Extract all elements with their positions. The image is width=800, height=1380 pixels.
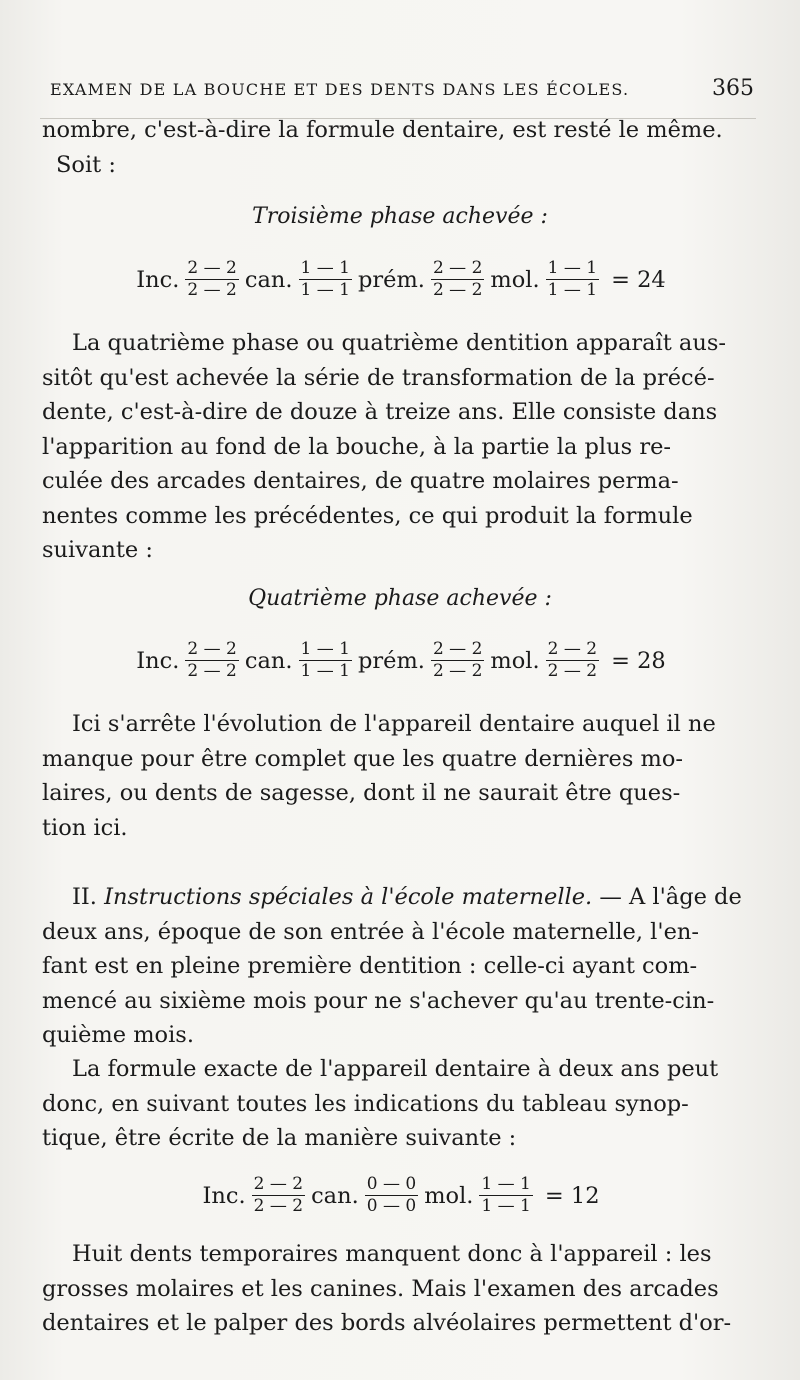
formula-two-years — [0, 1175, 800, 1216]
text-line: Soit : — [56, 151, 116, 178]
fraction-numerator: 2 — 2 — [432, 258, 483, 278]
fraction-denominator: 1 — 1 — [300, 661, 350, 681]
fraction-numerator: 2 — 2 — [187, 258, 237, 278]
fraction-denominator: 2 — 2 — [432, 661, 483, 681]
fraction-denominator: 2 — 2 — [432, 280, 483, 300]
text-line: dente, c'est-à-dire de douze à treize ans. Elle consiste dans — [42, 399, 718, 425]
text-line: nombre, c'est-à-dire la formule dentaire, est resté le même. — [42, 117, 723, 143]
formula-term: Inc. — [136, 647, 180, 674]
fraction-denominator: 1 — 1 — [547, 280, 598, 300]
text-line: manque pour être complet que les quatre dernières mo- — [42, 745, 683, 772]
fraction — [252, 1175, 305, 1216]
section-heading-line — [42, 880, 758, 915]
text-line: dentaires et le palper des bords alvéolaires permettent d'or- — [42, 1310, 732, 1336]
text-line: fant est en pleine première dentition : celle-ci ayant com- — [42, 953, 698, 979]
formula-term: prém. — [357, 266, 425, 293]
text-line: La quatrième phase ou quatrième dentition apparaît aus- — [72, 330, 726, 356]
formula-result: = 24 — [611, 266, 666, 293]
page-number: 365 — [712, 76, 754, 101]
text-line: Huit dents temporaires manquent donc à l'appareil : les — [72, 1241, 712, 1267]
formula-term: can. — [311, 1182, 359, 1209]
text-line: suivante : — [42, 537, 153, 563]
paragraph-formula-two-years — [42, 1052, 758, 1156]
fraction-numerator: 2 — 2 — [253, 1174, 304, 1194]
text-line: l'apparition au fond de la bouche, à la partie la plus re- — [42, 433, 671, 460]
fraction-denominator: 1 — 1 — [300, 280, 350, 300]
fraction-numerator: 1 — 1 — [481, 1174, 531, 1194]
formula-fourth-phase — [0, 640, 800, 681]
fraction-denominator: 2 — 2 — [187, 280, 237, 300]
text-line: culée des arcades dentaires, de quatre molaires perma- — [42, 468, 679, 494]
text-line: tion ici. — [42, 814, 128, 841]
fraction — [479, 1175, 532, 1216]
running-header — [50, 76, 754, 101]
fraction-numerator: 1 — 1 — [300, 258, 350, 278]
text-line: La formule exacte de l'appareil dentaire à deux ans peut — [72, 1056, 719, 1082]
fraction-denominator: 2 — 2 — [547, 661, 598, 681]
formula-term: can. — [244, 647, 293, 674]
text-line: tique, être écrite de la manière suivante : — [42, 1125, 517, 1151]
heading-third-phase: Troisième phase achevée : — [252, 204, 548, 229]
fraction-denominator: 2 — 2 — [187, 661, 237, 681]
fraction-numerator: 2 — 2 — [432, 639, 483, 659]
section-number: II. — [72, 884, 97, 910]
fraction — [299, 259, 352, 300]
text-line: grosses molaires et les canines. Mais l'examen des arcades — [42, 1275, 719, 1302]
fraction-denominator: 0 — 0 — [366, 1196, 417, 1216]
fraction — [546, 640, 599, 681]
paragraph-intro — [42, 113, 758, 182]
fraction-numerator: 1 — 1 — [547, 258, 598, 278]
paragraph-missing-teeth — [42, 1237, 758, 1341]
paragraph-fourth-phase — [42, 326, 758, 568]
heading-fourth-phase: Quatrième phase achevée : — [248, 586, 552, 611]
fraction — [185, 640, 238, 681]
text-line: Ici s'arrête l'évolution de l'appareil dentaire auquel il ne — [72, 711, 716, 737]
section-title: Instructions spéciales à l'école maternelle. — [104, 884, 593, 910]
fraction — [185, 259, 238, 300]
fraction-numerator: 1 — 1 — [300, 639, 350, 659]
formula-third-phase — [0, 259, 800, 300]
fraction-numerator: 0 — 0 — [366, 1174, 417, 1194]
text-line: quième mois. — [42, 1022, 194, 1048]
running-title: EXAMEN DE LA BOUCHE ET DES DENTS DANS LES ÉCOLES. — [50, 80, 630, 99]
formula-term: Inc. — [202, 1182, 246, 1209]
paragraph-section-ii — [42, 880, 758, 1053]
formula-term: mol. — [424, 1182, 474, 1209]
text-line: sitôt qu'est achevée la série de transformation de la précé- — [42, 364, 715, 391]
text-line: nentes comme les précédentes, ce qui produit la formule — [42, 502, 693, 529]
fraction — [431, 259, 484, 300]
paragraph-evolution-end — [42, 707, 758, 845]
formula-result: = 28 — [611, 647, 666, 674]
text-fragment: — A l'âge de — [592, 884, 742, 910]
formula-term: can. — [244, 266, 293, 293]
formula-term: mol. — [490, 266, 540, 293]
formula-term: Inc. — [136, 266, 180, 293]
fraction-denominator: 2 — 2 — [253, 1196, 304, 1216]
formula-result: = 12 — [544, 1182, 600, 1209]
text-line: laires, ou dents de sagesse, dont il ne saurait être ques- — [42, 780, 681, 806]
text-line: deux ans, époque de son entrée à l'école maternelle, l'en- — [42, 918, 699, 945]
fraction — [546, 259, 599, 300]
fraction-numerator: 2 — 2 — [187, 639, 237, 659]
formula-term: mol. — [490, 647, 540, 674]
formula-term: prém. — [357, 647, 425, 674]
text-line: donc, en suivant toutes les indications du tableau synop- — [42, 1090, 689, 1117]
text-line: mencé au sixième mois pour ne s'achever qu'au trente-cin- — [42, 987, 715, 1014]
fraction — [299, 640, 352, 681]
fraction — [365, 1175, 418, 1216]
fraction-numerator: 2 — 2 — [547, 639, 598, 659]
fraction-denominator: 1 — 1 — [481, 1196, 531, 1216]
fraction — [431, 640, 484, 681]
